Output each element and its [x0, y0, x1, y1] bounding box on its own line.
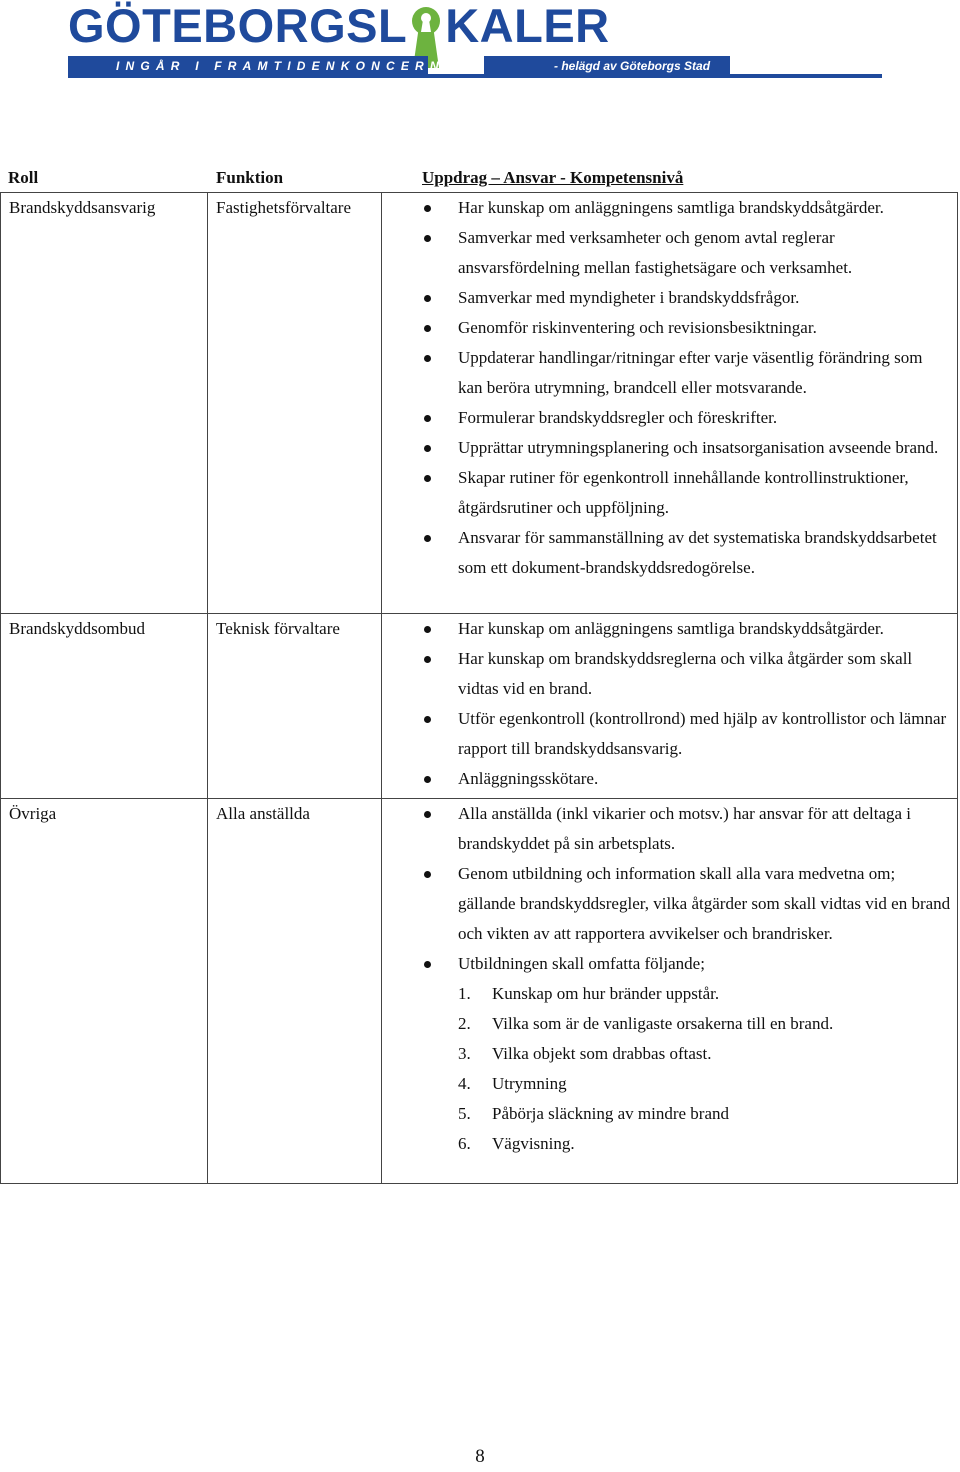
cell-funktion: Fastighetsförvaltare: [208, 193, 382, 613]
list-item: Skapar rutiner för egenkontroll innehållande kontrollinstruktioner, åtgärdsrutiner och uppföljning.: [422, 463, 951, 523]
item-text: Vägvisning.: [492, 1134, 575, 1153]
logo-wordmark: [68, 2, 610, 50]
item-number: 5.: [458, 1104, 471, 1123]
item-text: Kunskap om hur bränder uppstår.: [492, 984, 720, 1003]
responsibility-table: [0, 164, 958, 1184]
logo-tagline: INGÅR I FRAMTIDENKONCERNEN: [68, 56, 428, 76]
cell-roll: Övriga: [0, 799, 208, 1183]
item-number: 6.: [458, 1134, 471, 1153]
table-row: [0, 613, 958, 798]
header-divider: [68, 74, 882, 78]
list-item: Utför egenkontroll (kontrollrond) med hjälp av kontrollistor och lämnar rapport till brandskyddsansvarig.: [422, 704, 951, 764]
item-number: 4.: [458, 1074, 471, 1093]
item-text: Vilka som är de vanligaste orsakerna till en brand.: [492, 1014, 834, 1033]
page-number: 8: [475, 1446, 485, 1467]
list-item: Genom utbildning och information skall alla vara medvetna om; gällande brandskyddsregler, vilka åtgärder som skall vidtas vid en brand och vikten av att rapportera avvikelser och brandrisker.: [422, 859, 951, 949]
cell-uppdrag: [382, 799, 958, 1183]
numbered-item: [422, 1099, 951, 1129]
item-number: 2.: [458, 1014, 471, 1033]
logo-text-left: GÖTEBORGSL: [68, 0, 408, 52]
list-item: Formulerar brandskyddsregler och föreskrifter.: [422, 403, 951, 433]
cell-uppdrag: [382, 193, 958, 613]
header-roll: Roll: [8, 168, 39, 187]
list-item: Samverkar med verksamheter och genom avtal reglerar ansvarsfördelning mellan fastighetsägare och verksamhet.: [422, 223, 951, 283]
task-list: [422, 614, 951, 794]
task-list: [422, 799, 951, 979]
logo-owner-note: - helägd av Göteborgs Stad: [484, 56, 730, 76]
list-item: Utbildningen skall omfatta följande;: [422, 949, 951, 979]
item-text: Vilka objekt som drabbas oftast.: [492, 1044, 712, 1063]
item-text: Utrymning: [492, 1074, 567, 1093]
table-row: [0, 798, 958, 1184]
list-item: Uppdaterar handlingar/ritningar efter varje väsentlig förändring som kan beröra utrymning, brandcell eller motsvarande.: [422, 343, 951, 403]
list-item: Genomför riskinventering och revisionsbesiktningar.: [422, 313, 951, 343]
cell-roll: Brandskyddsombud: [0, 614, 208, 798]
keyhole-icon: [407, 2, 445, 50]
list-item: Alla anställda (inkl vikarier och motsv.) har ansvar för att deltaga i brandskyddet på sin arbetsplats.: [422, 799, 951, 859]
logo-text-right: KALER: [445, 0, 610, 52]
list-item: Upprättar utrymningsplanering och insatsorganisation avseende brand.: [422, 433, 951, 463]
numbered-item: [422, 1129, 951, 1159]
item-number: 3.: [458, 1044, 471, 1063]
list-item: Ansvarar för sammanställning av det systematiska brandskyddsarbetet som ett dokument-brandskyddsredogörelse.: [422, 523, 951, 583]
training-list: [422, 979, 951, 1159]
company-logo: [68, 0, 711, 74]
list-item: Har kunskap om anläggningens samtliga brandskyddsåtgärder.: [422, 614, 951, 644]
list-item: Anläggningsskötare.: [422, 764, 951, 794]
table-header-row: [0, 164, 958, 192]
header-funktion: Funktion: [216, 168, 284, 187]
item-number: 1.: [458, 984, 471, 1003]
numbered-item: [422, 979, 951, 1009]
cell-uppdrag: [382, 614, 958, 798]
item-text: Påbörja släckning av mindre brand: [492, 1104, 729, 1123]
cell-funktion: Alla anställda: [208, 799, 382, 1183]
table-row: [0, 192, 958, 613]
cell-funktion: Teknisk förvaltare: [208, 614, 382, 798]
numbered-item: [422, 1039, 951, 1069]
list-item: Har kunskap om brandskyddsreglerna och vilka åtgärder som skall vidtas vid en brand.: [422, 644, 951, 704]
cell-roll: Brandskyddsansvarig: [0, 193, 208, 613]
numbered-item: [422, 1009, 951, 1039]
numbered-item: [422, 1069, 951, 1099]
task-list: [422, 193, 951, 583]
list-item: Har kunskap om anläggningens samtliga brandskyddsåtgärder.: [422, 193, 951, 223]
header-uppdrag: Uppdrag – Ansvar - Kompetensnivå: [422, 168, 684, 187]
list-item: Samverkar med myndigheter i brandskyddsfrågor.: [422, 283, 951, 313]
